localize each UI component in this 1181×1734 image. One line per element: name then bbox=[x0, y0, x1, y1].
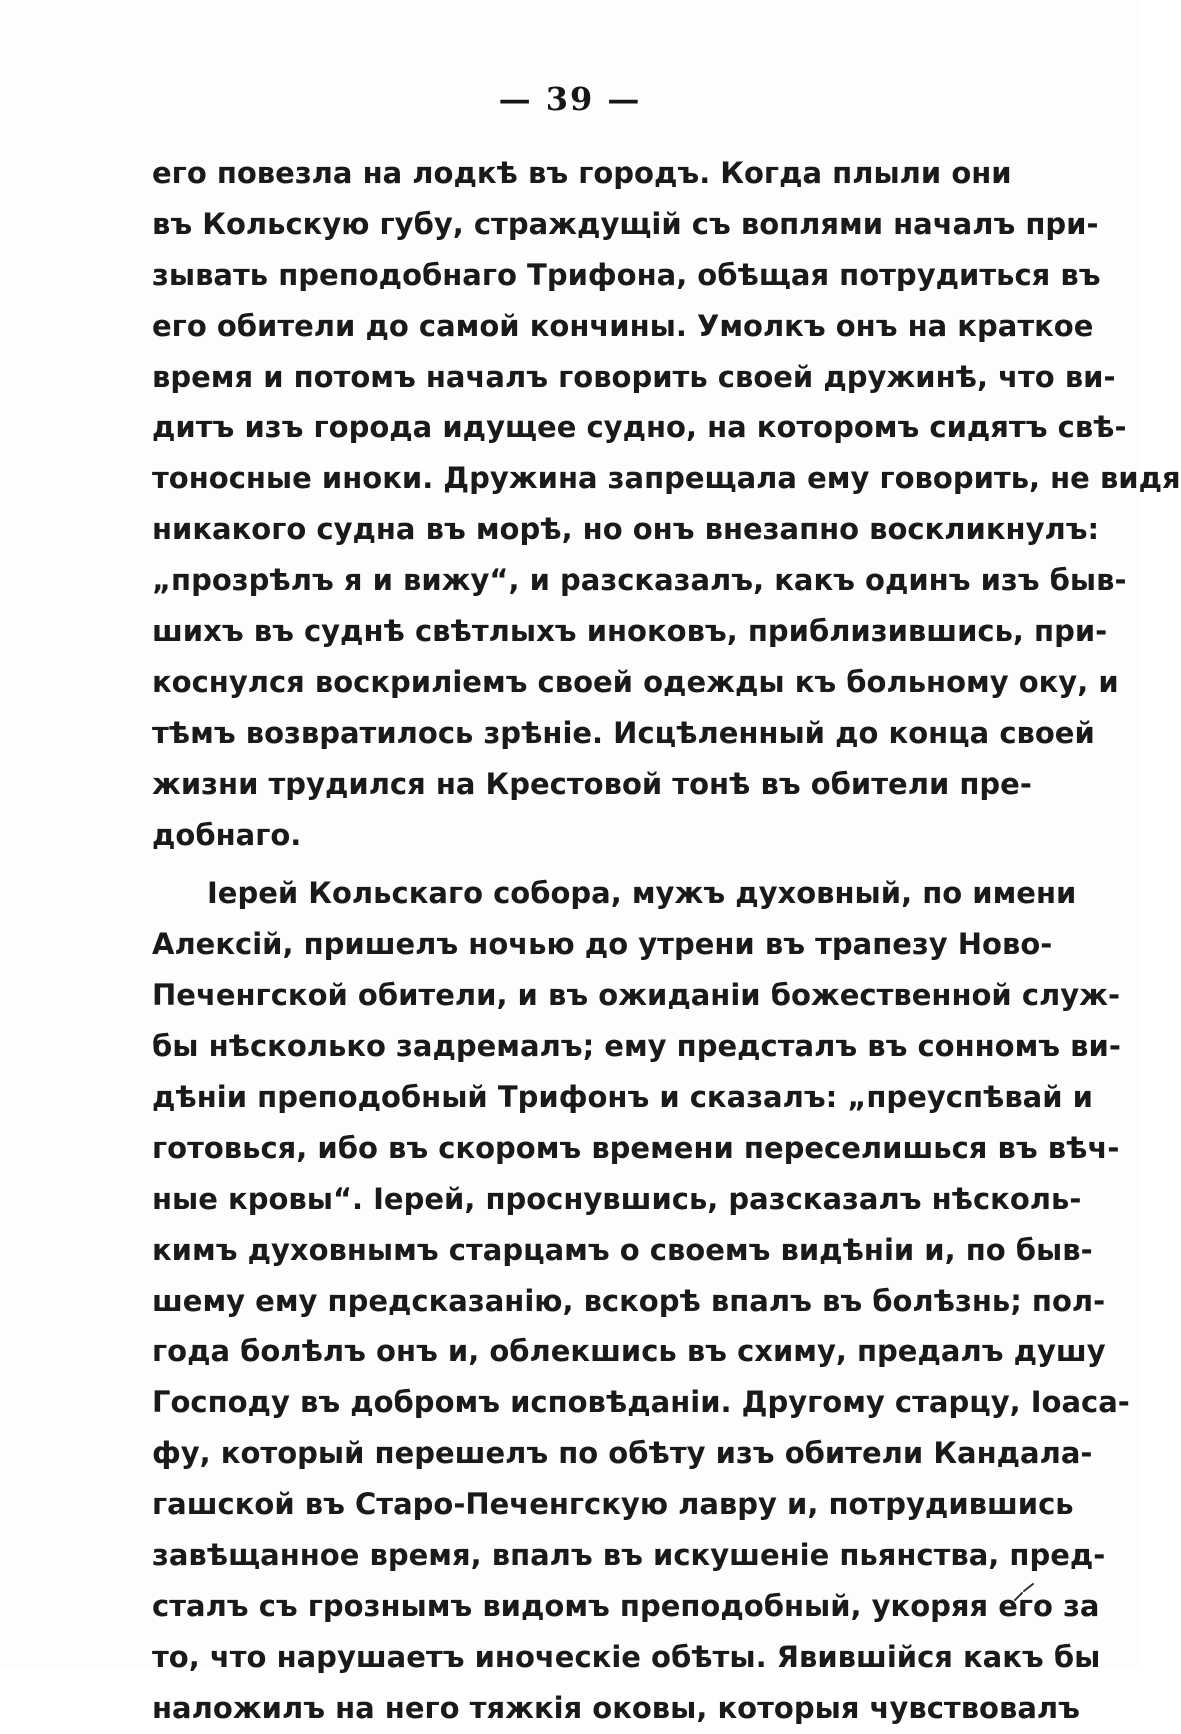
text-line: шему ему предсказанію, вскорѣ впалъ въ болѣзнь; пол- bbox=[152, 1283, 1106, 1318]
text-line: Печенгской обители, и въ ожиданіи божественной служ- bbox=[152, 978, 1121, 1013]
text-line: сталъ съ грознымъ видомъ преподобный, укоряя его за bbox=[152, 1588, 1100, 1623]
text-line: коснулся воскриліемъ своей одежды къ больному оку, и bbox=[152, 664, 1119, 699]
pen-stroke-mark bbox=[1013, 1578, 1037, 1602]
text-line: гашской въ Старо-Печенгскую лавру и, потрудившись bbox=[152, 1487, 1074, 1522]
text-line: года болѣлъ онъ и, облекшись въ схиму, предалъ душу bbox=[152, 1334, 1106, 1369]
text-line: Алексій, пришелъ ночью до утрени въ трапезу Ново- bbox=[152, 927, 1053, 962]
text-line: зывать преподобнаго Трифона, обѣщая потрудиться въ bbox=[152, 257, 1101, 292]
text-line: въ Кольскую губу, страждущій съ воплями началъ при- bbox=[152, 206, 1099, 241]
text-line: ные кровы“. Іерей, проснувшись, разсказалъ нѣсколь- bbox=[152, 1181, 1082, 1216]
text-line: жизни трудился на Крестовой тонѣ въ обители пре- bbox=[152, 766, 1032, 801]
text-line: бы нѣсколько задремалъ; ему предсталъ въ сонномъ ви- bbox=[152, 1029, 1121, 1064]
page-number: — 39 — bbox=[498, 80, 642, 118]
text-line: наложилъ на него тяжкія оковы, которыя чувствовалъ bbox=[152, 1690, 1080, 1725]
text-line: фу, который перешелъ по обѣту изъ обители Кандала- bbox=[152, 1436, 1093, 1471]
text-line: никакого судна въ морѣ, но онъ внезапно воскликнулъ: bbox=[152, 512, 1100, 547]
text-line: дѣніи преподобный Трифонъ и сказалъ: „преуспѣвай и bbox=[152, 1080, 1093, 1115]
text-line: тоносные иноки. Дружина запрещала ему говорить, не видя bbox=[152, 461, 1181, 496]
text-line: Господу въ добромъ исповѣданіи. Другому старцу, Іоаса- bbox=[152, 1385, 1130, 1420]
text-line: тѣмъ возвратилось зрѣніе. Исцѣленный до конца своей bbox=[152, 715, 1095, 750]
text-line: Іерей Кольскаго собора, мужъ духовный, по имени bbox=[207, 876, 1077, 911]
text-line: время и потомъ началъ говорить своей дружинѣ, что ви- bbox=[152, 359, 1116, 394]
text-line: „прозрѣлъ я и вижу“, и разсказалъ, какъ одинъ изъ быв- bbox=[152, 563, 1127, 598]
text-line: то, что нарушаетъ иноческіе обѣты. Явившійся какъ бы bbox=[152, 1639, 1101, 1674]
paragraph-2 bbox=[152, 868, 1130, 1733]
text-line: его повезла на лодкѣ въ городъ. Когда плыли они bbox=[152, 156, 1012, 190]
body-text bbox=[152, 148, 1181, 1734]
paragraph-gap bbox=[152, 860, 962, 868]
text-line: его обители до самой кончины. Умолкъ онъ на краткое bbox=[152, 308, 1094, 343]
text-line: дитъ изъ города идущее судно, на которомъ сидятъ свѣ- bbox=[152, 410, 1127, 445]
text-line: шихъ въ суднѣ свѣтлыхъ иноковъ, приблизившись, при- bbox=[152, 614, 1108, 649]
text-line: завѣщанное время, впалъ въ искушеніе пьянства, пред- bbox=[152, 1538, 1106, 1573]
text-line: кимъ духовнымъ старцамъ о своемъ видѣніи и, по быв- bbox=[152, 1232, 1093, 1267]
text-line: готовься, ибо въ скоромъ времени переселишься въ вѣч- bbox=[152, 1130, 1120, 1165]
text-line: добнаго. bbox=[152, 817, 302, 852]
paragraph-1 bbox=[152, 148, 1181, 860]
